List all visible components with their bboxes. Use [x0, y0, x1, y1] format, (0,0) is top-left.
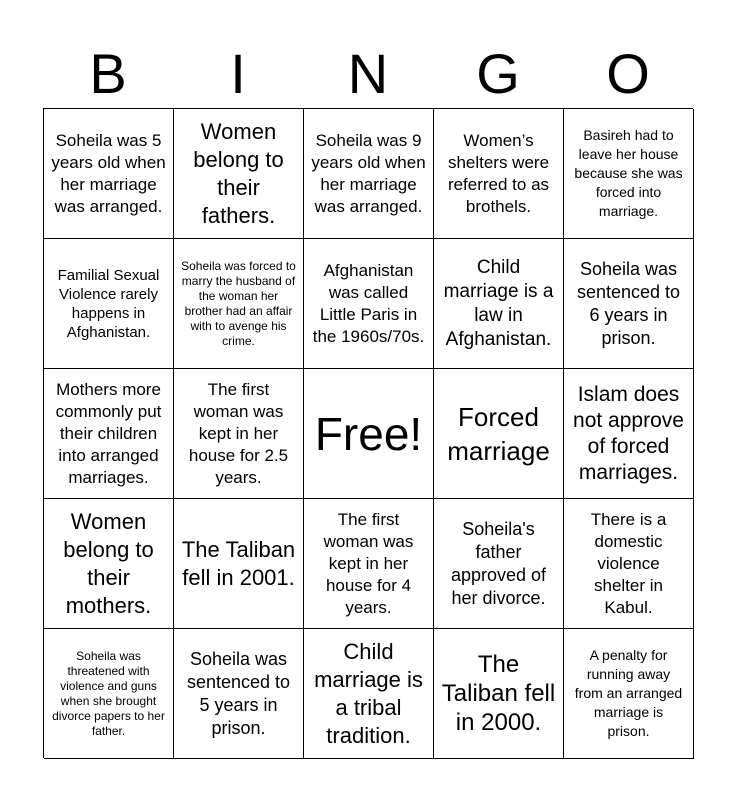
- bingo-cell[interactable]: [434, 109, 564, 239]
- header-letter-i: I: [230, 42, 246, 105]
- bingo-cell-text: Afghanistan was called Little Paris in the 1960s/70s.: [312, 260, 425, 346]
- bingo-cell[interactable]: [564, 239, 694, 369]
- bingo-cell-text: A penalty for running away from an arranged marriage is prison.: [574, 647, 683, 739]
- bingo-cell-text: Familial Sexual Violence rarely happens in Afghanistan.: [57, 266, 160, 341]
- bingo-card-grid: [43, 108, 693, 758]
- bingo-cell[interactable]: [434, 629, 564, 759]
- bingo-cell[interactable]: [44, 499, 174, 629]
- bingo-cell[interactable]: [174, 109, 304, 239]
- bingo-cell[interactable]: [434, 369, 564, 499]
- bingo-cell[interactable]: [174, 629, 304, 759]
- bingo-cell-text: Forced marriage: [447, 401, 550, 466]
- bingo-cell-text: Mothers more commonly put their children into arranged marriages.: [55, 379, 162, 487]
- bingo-cell-text: Soheila was 9 years old when her marriage was arranged.: [311, 130, 426, 216]
- bingo-cell-text: Islam does not approve of forced marriages.: [573, 382, 684, 484]
- bingo-cell[interactable]: [434, 499, 564, 629]
- header-letter-g: G: [476, 42, 520, 105]
- free-space-text: Free!: [314, 407, 423, 460]
- bingo-cell-text: The first woman was kept in her house for 4 years.: [323, 509, 414, 617]
- bingo-cell-text: Soheila was forced to marry the husband of the woman her brother had an affair with to avenge his crime.: [181, 258, 296, 348]
- bingo-cell-text: The Taliban fell in 2001.: [181, 536, 296, 590]
- bingo-cell[interactable]: [174, 239, 304, 369]
- bingo-cell[interactable]: [174, 369, 304, 499]
- bingo-cell-text: Basireh had to leave her house because she was forced into marriage.: [574, 127, 683, 219]
- bingo-cell-text: Women belong to their fathers.: [193, 118, 284, 228]
- bingo-cell[interactable]: [564, 369, 694, 499]
- bingo-cell[interactable]: [304, 499, 434, 629]
- bingo-cell[interactable]: [564, 109, 694, 239]
- bingo-cell-text: The Taliban fell in 2000.: [441, 651, 556, 736]
- bingo-cell[interactable]: [304, 109, 434, 239]
- free-space-cell[interactable]: [304, 369, 434, 499]
- bingo-cell[interactable]: [564, 499, 694, 629]
- bingo-cell[interactable]: [44, 109, 174, 239]
- bingo-cell[interactable]: [564, 629, 694, 759]
- header-letter-n: N: [347, 42, 389, 105]
- bingo-cell-text: Soheila was sentenced to 5 years in prison.: [186, 648, 291, 738]
- bingo-cell[interactable]: [434, 239, 564, 369]
- bingo-cell-text: Soheila was threatened with violence and guns when she brought divorce papers to her father.: [52, 648, 165, 738]
- bingo-cell-text: Women’s shelters were referred to as brothels.: [447, 130, 550, 216]
- bingo-cell-text: Soheila was 5 years old when her marriage was arranged.: [51, 130, 166, 216]
- header-letter-b: B: [89, 42, 127, 105]
- bingo-cell-text: Women belong to their mothers.: [63, 508, 154, 618]
- bingo-header: [43, 40, 693, 108]
- bingo-cell-text: Soheila was sentenced to 6 years in prison.: [576, 258, 681, 348]
- bingo-cell[interactable]: [174, 499, 304, 629]
- bingo-cell[interactable]: [304, 629, 434, 759]
- bingo-cell-text: Soheila's father approved of her divorce.: [450, 518, 547, 608]
- bingo-cell[interactable]: [44, 369, 174, 499]
- bingo-cell-text: The first woman was kept in her house for 2.5 years.: [188, 379, 289, 487]
- bingo-cell[interactable]: [304, 239, 434, 369]
- bingo-cell-text: Child marriage is a law in Afghanistan.: [443, 256, 554, 350]
- bingo-cell-text: Child marriage is a tribal tradition.: [314, 638, 423, 748]
- bingo-cell[interactable]: [44, 239, 174, 369]
- bingo-cell-text: There is a domestic violence shelter in Kabul.: [590, 509, 667, 617]
- bingo-cell[interactable]: [44, 629, 174, 759]
- header-letter-o: O: [606, 42, 650, 105]
